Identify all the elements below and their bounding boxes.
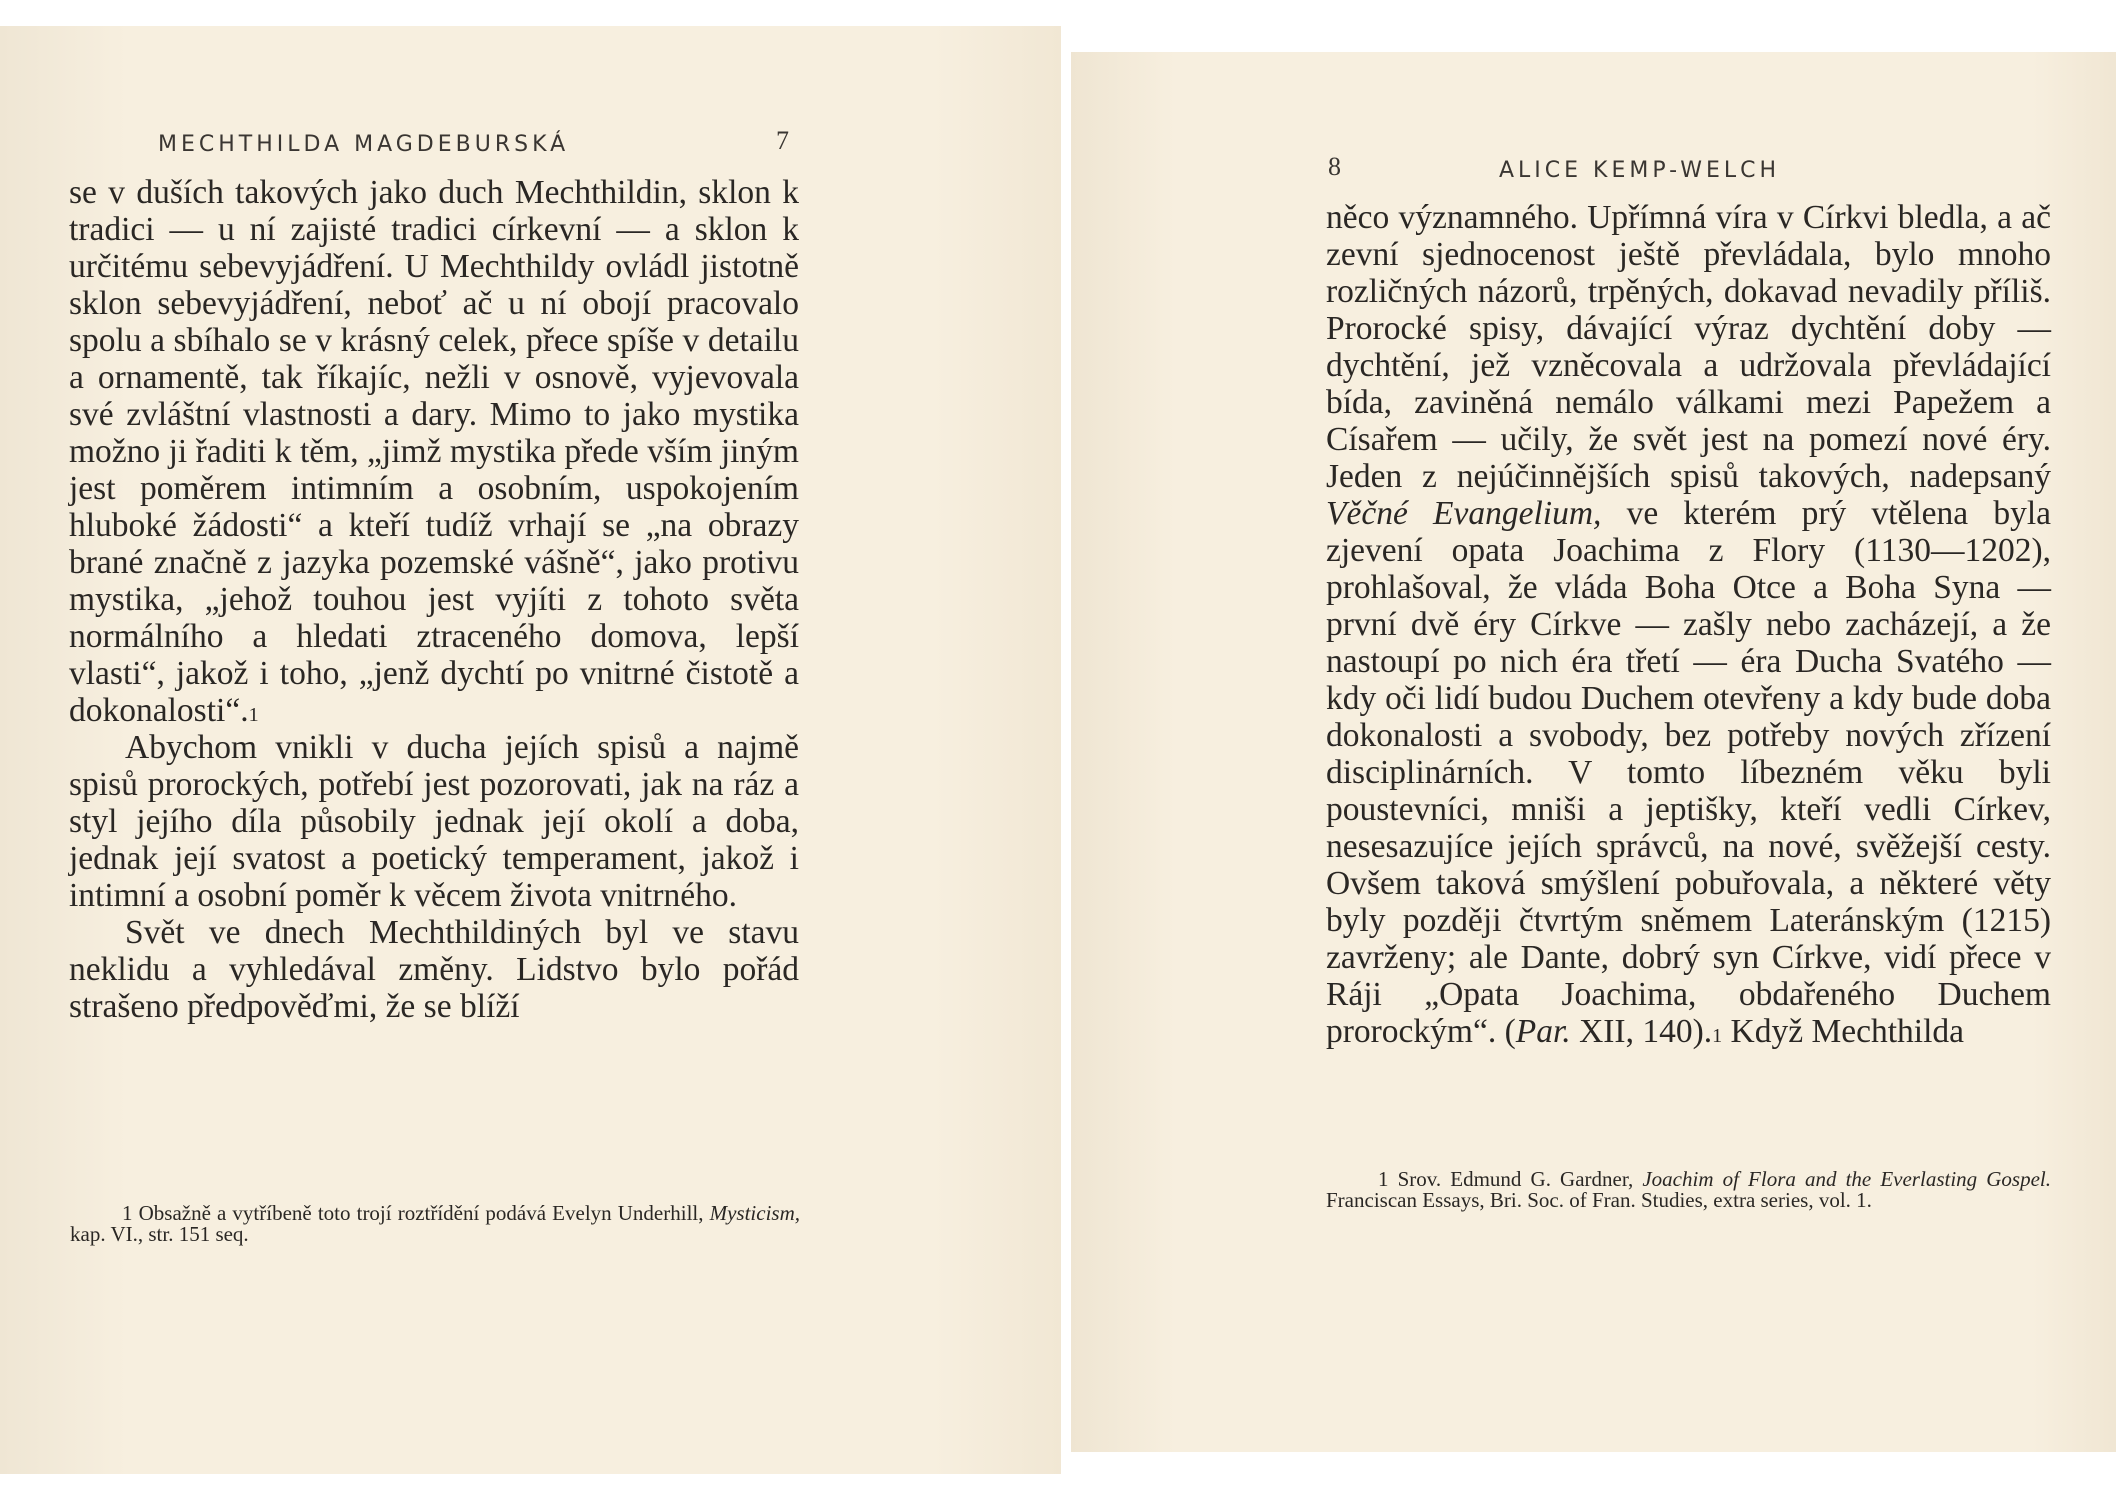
running-head-right: ALICE KEMP-WELCH — [1499, 158, 1781, 183]
right-paragraph: něco významného. Upřímná víra v Církvi bledla, a ač zevní sjednocenost ještě převládala, bylo mnoho rozličných názorů, trpěných, dokavad nevadily příliš. Prorocké spisy, dávající výraz dychtění doby — dychtění, jež vzněcovala a udržovala převládající bída, zaviněná nemálo válkami mezi Papežem a Císařem — učily, že svět jest na pomezí nové éry. Jeden z nejúčinnějších spisů takových, nadepsaný Věčné Evangelium, ve kterém prý vtělena byla zjevení opata Joachima z Flory (1130—1202), prohlašoval, že vláda Boha Otce a Boha Syna — první dvě éry Církve — zašly nebo zacházejí, a že nastoupí po nich éra třetí — éra Ducha Svatého — kdy oči lidí budou Duchem otevřeny a kdy bude doba dokonalosti a svobody, bez potřeby nových zřízení disciplinárních. V tomto líbezném věku byli poustevníci, mniši a jeptišky, kteří vedli Církev, nesesazujíce jejích správců, na nové, svěžejší cesty. Ovšem taková smýšlení pobuřovala, a některé věty byly později čtvrtým sněmem Lateránským (1215) zavrženy; ale Dante, dobrý syn Církve, vidí přece v Ráji „Opata Joachima, obdařeného Duchem prorockým“. (Par. XII, 140).$^1$ Když Mechthilda — [1326, 199, 2051, 1050]
footnote-reference: 1 — [248, 704, 259, 726]
footnote-number: 1 — [1378, 1167, 1389, 1191]
citation: Par. — [1515, 1013, 1571, 1050]
right-footnote: 1 Srov. Edmund G. Gardner, Joachim of Flora and the Everlasting Gospel. Franciscan Essays, Bri. Soc. of Fran. Studies, extra series, vol. 1. — [1326, 1167, 2051, 1212]
running-head-left: MECHTHILDA MAGDEBURSKÁ — [158, 132, 570, 157]
right-body-text — [1326, 199, 2051, 1050]
page-number-right: 8 — [1328, 152, 1341, 181]
left-paragraph-2: Abychom vnikli v ducha jejích spisů a najmě spisů prorockých, potřebí jest pozorovati, jak na ráz a styl jejího díla působily jednak její okolí a doba, jednak její svatost a poetický temperament, jakož i intimní a osobní poměr k věcem života vnitrného. — [69, 729, 799, 914]
page-number-left: 7 — [776, 126, 789, 155]
left-paragraph-1: se v duších takových jako duch Mechthildin, sklon k tradici — u ní zajisté tradici církevní — a sklon k určitému sebevyjádření. U Mechthildy ovládl jistotně sklon sebevyjádření, neboť ač u ní obojí pracovalo spolu a sbíhalo se v krásný celek, přece spíše v detailu a ornamentě, tak říkajíc, nežli v osnově, vyjevovala své zvláštní vlastnosti a dary. Mimo to jako mystika možno ji řaditi k těm, „jimž mystika přede vším jiným jest poměrem intimním a osobním, uspokojením hluboké žádosti“ a kteří tudíž vrhají se „na obrazy brané značně z jazyka pozemské vášně“, jako protivu mystika, „jehož touhou jest vyjíti z tohoto světa normálního a hledati ztraceného domova, lepší vlasti“, jakož i toho, „jenž dychtí po vnitrné čistotě a dokonalosti“.$^1$ — [69, 174, 799, 729]
book-title: Věčné Evangelium, — [1326, 495, 1602, 532]
left-paragraph-3: Svět ve dnech Mechthildiných byl ve stavu neklidu a vyhledával změny. Lidstvo bylo pořád strašeno předpověďmi, že se blíží — [69, 914, 799, 1025]
footnote-reference: 1 — [1712, 1025, 1723, 1047]
left-body-text — [69, 174, 799, 1025]
right-page — [1071, 52, 2116, 1452]
footnote-number: 1 — [122, 1201, 133, 1225]
left-footnote: 1 Obsažně a vytříbeně toto trojí roztřídění podává Evelyn Underhill, Mysticism, kap. VI., str. 151 seq. — [70, 1201, 800, 1246]
left-page — [0, 26, 1061, 1474]
